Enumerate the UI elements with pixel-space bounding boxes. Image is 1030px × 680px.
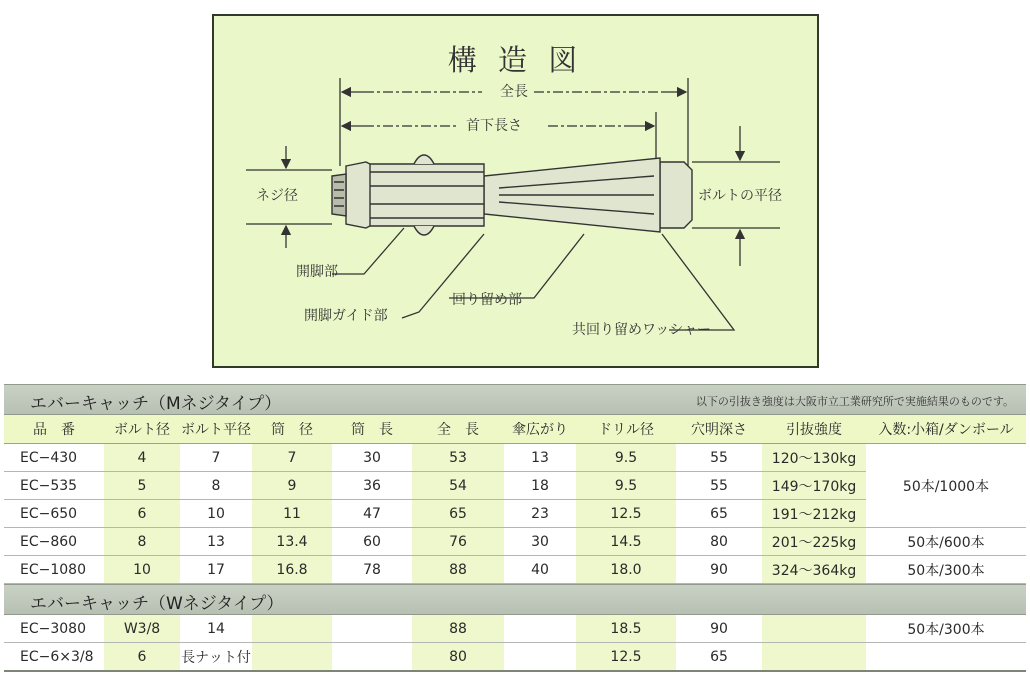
- cell: 長ナット付: [180, 643, 252, 672]
- cell: [332, 643, 412, 672]
- cell-part-no: EC−860: [4, 528, 104, 556]
- table-row: [4, 615, 1026, 643]
- cell: 30: [332, 444, 412, 472]
- cell: 36: [332, 472, 412, 500]
- cell: 13.4: [252, 528, 332, 556]
- cell: 14: [180, 615, 252, 643]
- cell-quantity: 50本/300本: [866, 556, 1026, 584]
- cell-part-no: EC−430: [4, 444, 104, 472]
- cell: 7: [180, 444, 252, 472]
- cell: 4: [104, 444, 180, 472]
- cell: 18.5: [576, 615, 676, 643]
- cell: 47: [332, 500, 412, 528]
- cell: 90: [676, 556, 762, 584]
- cell: 18.0: [576, 556, 676, 584]
- cell: 88: [412, 556, 504, 584]
- table-row: [4, 643, 1026, 672]
- table-row: [4, 556, 1026, 584]
- cell: [252, 615, 332, 643]
- cell: 6: [104, 643, 180, 672]
- cell: 40: [504, 556, 576, 584]
- cell: 18: [504, 472, 576, 500]
- expansion-guide-part-label: 開脚ガイド部: [304, 308, 388, 324]
- cell: 23: [504, 500, 576, 528]
- cell: 13: [180, 528, 252, 556]
- cell: 80: [412, 643, 504, 672]
- cell: 60: [332, 528, 412, 556]
- cell-quantity: 50本/600本: [866, 528, 1026, 556]
- cell: 14.5: [576, 528, 676, 556]
- cell: [504, 615, 576, 643]
- spec-table-w: [4, 615, 1026, 672]
- under-head-length-label: 首下長さ: [462, 118, 526, 134]
- cell: W3/8: [104, 615, 180, 643]
- cell: [504, 643, 576, 672]
- cell: 54: [412, 472, 504, 500]
- cell: [762, 615, 866, 643]
- cell: [762, 643, 866, 672]
- cell-part-no: EC−650: [4, 500, 104, 528]
- table-row: [4, 444, 1026, 472]
- cell: 120〜130kg: [762, 444, 866, 472]
- cell: 8: [180, 472, 252, 500]
- cell: 9.5: [576, 444, 676, 472]
- cell: 9.5: [576, 472, 676, 500]
- cell: 65: [676, 500, 762, 528]
- overall-length-label: 全長: [496, 84, 532, 100]
- cell: 10: [180, 500, 252, 528]
- cell: 12.5: [576, 643, 676, 672]
- expansion-part-label: 開脚部: [296, 264, 338, 280]
- cell: 80: [676, 528, 762, 556]
- cell-part-no: EC−3080: [4, 615, 104, 643]
- cell-quantity: 50本/1000本: [866, 444, 1026, 528]
- pullout-strength-note: 以下の引抜き強度は大阪市立工業研究所で実施結果のものです。: [695, 395, 1014, 408]
- cell: 9: [252, 472, 332, 500]
- cell-quantity: [866, 643, 1026, 672]
- cell: 90: [676, 615, 762, 643]
- header-pullout-strength: 引抜強度: [762, 415, 866, 444]
- header-bolt-diameter: ボルト径: [104, 415, 180, 444]
- cell: 13: [504, 444, 576, 472]
- cell: 7: [252, 444, 332, 472]
- table-header-row: [4, 415, 1026, 444]
- header-spread: 傘広がり: [504, 415, 576, 444]
- header-quantity: 入数:小箱/ダンボール: [866, 415, 1026, 444]
- header-hole-depth: 穴明深さ: [676, 415, 762, 444]
- spec-table: [4, 415, 1026, 584]
- cell: 16.8: [252, 556, 332, 584]
- cell: 17: [180, 556, 252, 584]
- header-bolt-flat-diameter: ボルト平径: [180, 415, 252, 444]
- cell-quantity: 50本/300本: [866, 615, 1026, 643]
- cell: 30: [504, 528, 576, 556]
- cell: [252, 643, 332, 672]
- cell: 12.5: [576, 500, 676, 528]
- cell: 6: [104, 500, 180, 528]
- header-part-no: 品 番: [4, 415, 104, 444]
- cell: 149〜170kg: [762, 472, 866, 500]
- cell-part-no: EC−6×3/8: [4, 643, 104, 672]
- cell: 324〜364kg: [762, 556, 866, 584]
- structure-diagram: [212, 14, 819, 368]
- cell: 11: [252, 500, 332, 528]
- diagram-title: 構 造 図: [447, 43, 584, 77]
- cell: 10: [104, 556, 180, 584]
- cell: 201〜225kg: [762, 528, 866, 556]
- section-w-header: [4, 584, 1026, 615]
- cell: 191〜212kg: [762, 500, 866, 528]
- cell-part-no: EC−1080: [4, 556, 104, 584]
- anti-rotation-part-label: 回り留め部: [452, 292, 522, 308]
- cell: 76: [412, 528, 504, 556]
- header-overall-length: 全 長: [412, 415, 504, 444]
- cell: 8: [104, 528, 180, 556]
- cell-part-no: EC−535: [4, 472, 104, 500]
- cell: 53: [412, 444, 504, 472]
- anti-rotation-washer-label: 共回り留めワッシャー: [572, 322, 712, 338]
- cell: 78: [332, 556, 412, 584]
- bolt-flat-diameter-label: ボルトの平径: [698, 188, 782, 204]
- header-sleeve-diameter: 筒 径: [252, 415, 332, 444]
- cell: [332, 615, 412, 643]
- cell: 5: [104, 472, 180, 500]
- thread-diameter-label: ネジ径: [256, 188, 298, 204]
- cell: 65: [676, 643, 762, 672]
- header-drill-diameter: ドリル径: [576, 415, 676, 444]
- section-m-header: [4, 384, 1026, 415]
- table-row: [4, 528, 1026, 556]
- section-w-title: エバーキャッチ（Wネジタイプ）: [30, 594, 284, 614]
- section-m-title: エバーキャッチ（Mネジタイプ）: [30, 394, 282, 414]
- cell: 55: [676, 472, 762, 500]
- spec-table-area: [4, 384, 1026, 672]
- cell: 55: [676, 444, 762, 472]
- header-sleeve-length: 筒 長: [332, 415, 412, 444]
- cell: 65: [412, 500, 504, 528]
- cell: 88: [412, 615, 504, 643]
